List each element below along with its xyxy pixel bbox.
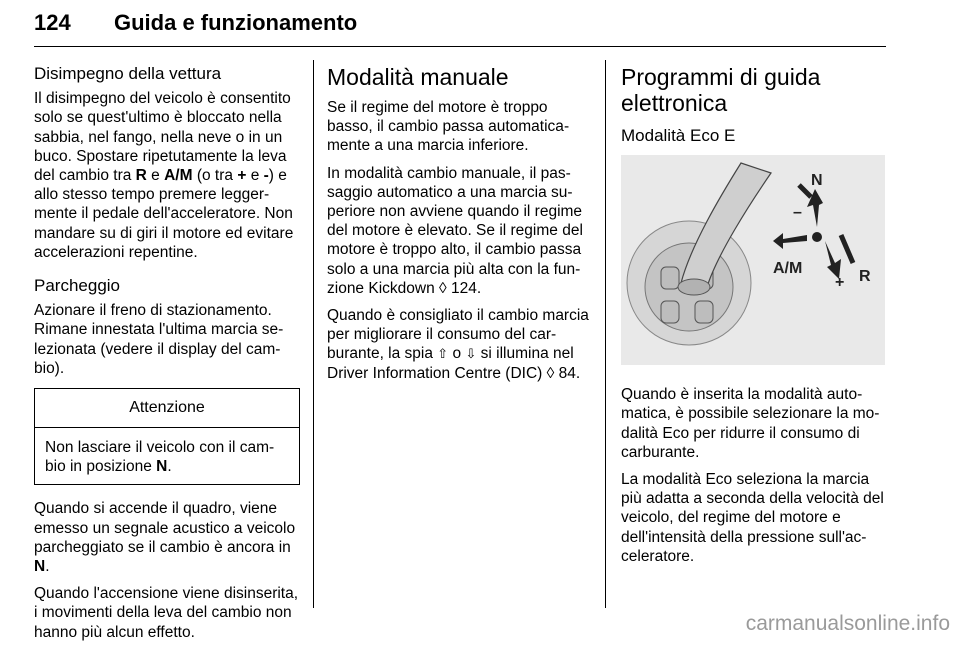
column-2 [327,64,593,391]
paragraph-ignition-off: Quando l'accensione viene disinserita, i movimenti della leva del cambio non hanno più alcun effetto. [34,585,299,641]
section-heading-programmi: Programmi di guida elettronica [621,64,821,116]
warning-box [34,388,300,485]
label-n: N [811,172,823,190]
page-reference-link[interactable]: 84 [558,364,576,382]
paragraph-manuale-3: Quando è consigliato il cambio marcia per migliorare il consumo del carburante, la spia ⇧ o ⇩ si illumina nel Driver Information Centre (DIC) ◊ 84. [327,307,589,382]
page-reference-icon: ◊ [546,364,555,382]
paragraph-signal: Quando si accende il quadro, viene emesso un segnale acustico a veicolo parcheggiato se il cambio è ancora in N. [34,500,296,576]
gear-lever-illustration [621,155,885,365]
page-reference-icon: ◊ [439,279,447,297]
page-header [34,10,886,46]
header-rule [34,46,886,47]
section-heading-manuale: Modalità manuale [327,64,509,90]
column-divider-1 [313,60,314,608]
section-heading-disimpegno: Disimpegno della vettura [34,64,222,83]
label-r: R [859,268,871,286]
shift-up-icon: ⇧ [437,346,449,362]
paragraph-disimpegno: Il disimpegno del veicolo è consentito solo se quest'ultimo è bloccato nella sabbia, nel fango, nella neve o in un buco. Spostare ripetutamente la leva del cambio tra R e A/M (o tra + e -) e allo stesso tempo premere leggermente il pedale dell'acceleratore. Non mandare su di giri il motore ed evitare accelerazioni repentine. [34,90,294,261]
paragraph-parcheggio: Azionare il freno di stazionamento. Rimane innestata l'ultima marcia selezionata (vedere il display del cambio). [34,302,284,377]
paragraph-manuale-2: In modalità cambio manuale, il passaggio automatico a una marcia superiore non avviene quando il regime del motore è elevato. Se il regime del motore è troppo alto, il cambio passa solo a una marcia più alta con la funzione Kickdown ◊ 124. [327,164,583,297]
shift-down-icon: ⇩ [465,346,477,362]
gear-lever-drawing [621,155,885,365]
label-minus: – [793,204,802,222]
column-1 [34,64,300,650]
label-am: A/M [773,260,803,278]
warning-text: Non lasciare il veicolo con il cambio in posizione N. [45,439,275,476]
subsection-heading-eco: Modalità Eco E [621,126,736,145]
warning-title: Attenzione [35,389,299,428]
column-divider-2 [605,60,606,608]
paragraph-eco-2: La modalità Eco seleziona la marcia più adatta a seconda della velocità del veicolo, del regime del motore e dell'intensità della pressione sull'acceleratore. [621,471,884,565]
column-3 [621,64,887,574]
paragraph-eco-1: Quando è inserita la modalità automatica, è possibile selezionare la modalità Eco per ridurre il consumo di carburante. [621,386,880,461]
page-number: 124 [34,10,71,35]
label-plus: + [835,274,845,292]
paragraph-manuale-1: Se il regime del motore è troppo basso, il cambio passa automaticamente a una marcia inferiore. [327,99,570,155]
page-reference-link[interactable]: 124 [451,279,477,297]
section-heading-parcheggio: Parcheggio [34,276,121,296]
running-title: Guida e funzionamento [114,10,358,35]
site-watermark: carmanualsonline.info [745,612,950,635]
